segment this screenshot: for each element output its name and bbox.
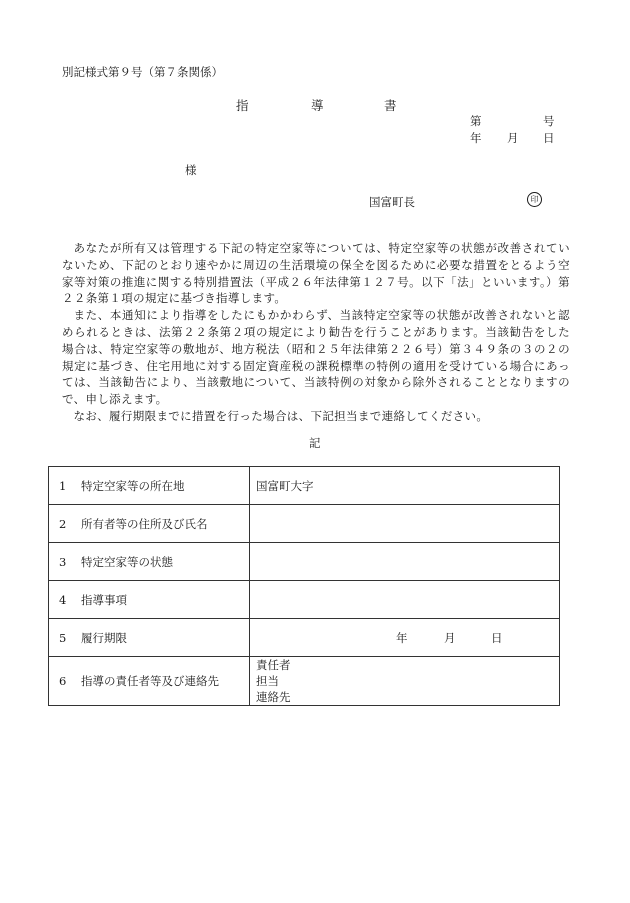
issuer: 国富町長 <box>369 195 415 209</box>
row-value[interactable] <box>250 581 560 619</box>
paragraph-3: なお、履行期限までに措置を行った場合は、下記担当まで連絡してください。 <box>73 408 489 423</box>
paragraph-1: あなたが所有又は管理する下記の特定空家等については、特定空家等の状態が改善されていないため、下記のとおり速やかに周辺の生活環境の保全を図るために必要な措置をとるよう空家等対策の推進に関する特別措置法（平成２６年法律第１２７号。以下「法」といいます。）第２２条第１項の規定に基づき指導します。 <box>62 241 570 306</box>
row-label-text: 指導事項 <box>81 592 127 607</box>
details-table <box>48 466 560 706</box>
document-number <box>470 113 555 129</box>
row-label <box>49 657 250 706</box>
ki-heading: 記 <box>309 436 321 450</box>
row-label-text: 履行期限 <box>81 630 127 645</box>
row-label <box>49 505 250 543</box>
table-row <box>49 657 560 706</box>
row-value[interactable]: 国富町大字 <box>250 467 560 505</box>
contact-phone: 連絡先 <box>256 690 291 704</box>
title-char-1: 指 <box>236 98 249 113</box>
paragraph-2: また、本通知により指導をしたにもかかわらず、当該特定空家等の状態が改善されないと認められるときは、法第２２条第２項の規定により勧告を行うことがあります。当該勧告をした場合は、特定空家等の敷地が、地方税法（昭和２５年法律第２２６号）第３４９条の３の２の規定に基づき、住宅用地に対する固定資産税の課税標準の特例の適用を受けている場合にあっては、当該勧告により、当該敷地について、当該特例の対象から除外されることとなりますので、申し添えます。 <box>62 308 570 407</box>
number-prefix: 第 <box>470 114 482 128</box>
row-label-text: 特定空家等の状態 <box>81 554 173 569</box>
deadline-year: 年 <box>396 630 408 645</box>
row-number: 2 <box>59 516 67 531</box>
table-row <box>49 619 560 657</box>
seal-mark: 印 <box>527 192 542 207</box>
row-label <box>49 581 250 619</box>
addressee: 様 <box>185 163 197 177</box>
row-number: 1 <box>59 478 67 493</box>
date-month: 月 <box>507 131 519 145</box>
form-identifier: 別記様式第９号（第７条関係） <box>62 65 223 79</box>
table-row <box>49 581 560 619</box>
contact-responsible: 責任者 <box>256 658 291 672</box>
deadline-month: 月 <box>444 630 456 645</box>
notice-body <box>62 240 570 425</box>
row-number: 5 <box>59 630 67 645</box>
deadline-day: 日 <box>491 630 503 645</box>
row-label-text: 所有者等の住所及び氏名 <box>81 516 208 531</box>
row-label <box>49 619 250 657</box>
deadline-date[interactable] <box>250 619 560 657</box>
row-label <box>49 467 250 505</box>
document-title <box>236 96 397 114</box>
row-number: 3 <box>59 554 67 569</box>
title-char-2: 導 <box>311 98 324 113</box>
number-suffix: 号 <box>543 114 555 128</box>
table-row <box>49 543 560 581</box>
date-year: 年 <box>470 131 482 145</box>
row-label-text: 指導の責任者等及び連絡先 <box>81 674 219 688</box>
title-char-3: 書 <box>384 98 397 113</box>
row-value[interactable] <box>250 505 560 543</box>
table-row <box>49 505 560 543</box>
contact-staff: 担当 <box>256 674 279 688</box>
contact-info[interactable] <box>250 657 560 706</box>
row-number: 6 <box>59 674 67 688</box>
row-label <box>49 543 250 581</box>
document-date <box>470 130 555 146</box>
row-number: 4 <box>59 592 67 607</box>
table-row <box>49 467 560 505</box>
row-value[interactable] <box>250 543 560 581</box>
row-label-text: 特定空家等の所在地 <box>81 478 185 493</box>
date-day: 日 <box>543 131 555 145</box>
